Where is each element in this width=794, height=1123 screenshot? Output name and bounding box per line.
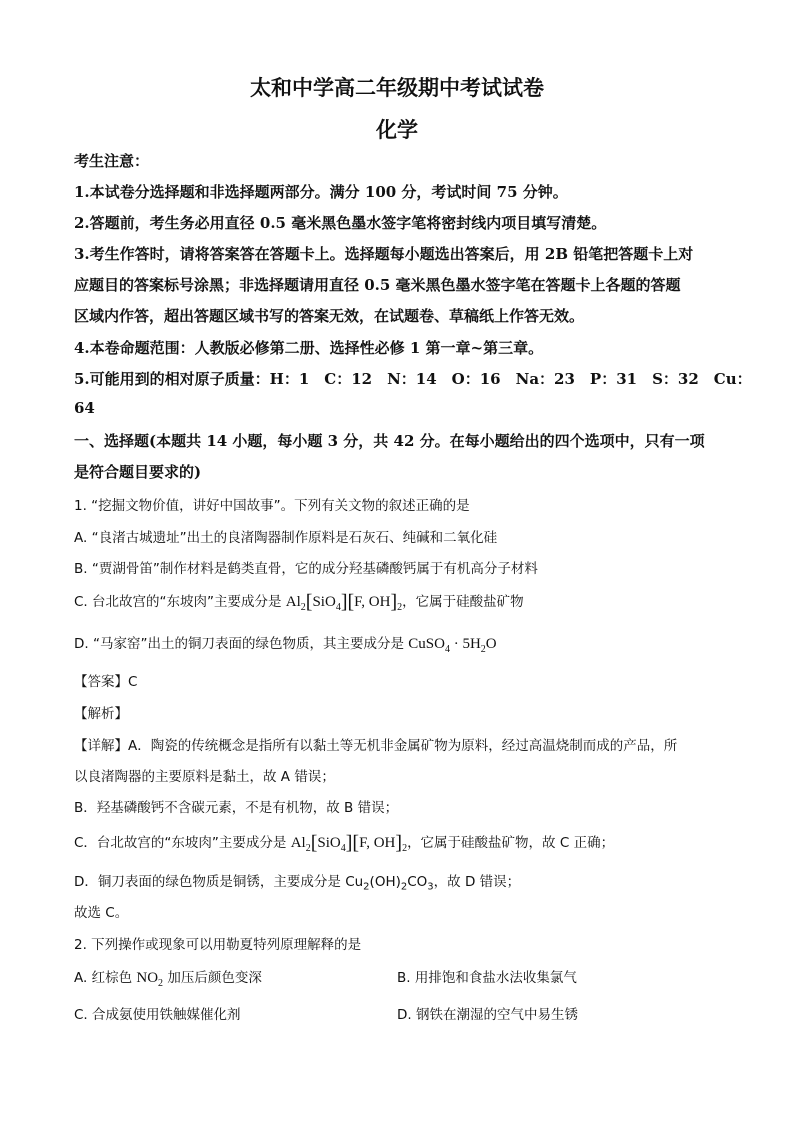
section-heading-line-2: 是符合题目要求的): [74, 463, 202, 481]
q1-option-a: A. “良渚古城遗址”出土的良渚陶器制作原料是石灰石、纯碱和二氧化硅: [74, 530, 498, 546]
exam-subject: 化学: [376, 117, 418, 142]
q2-option-d: D. 钢铁在潮湿的空气中易生锈: [397, 1007, 578, 1023]
explanation-line-3: B．羟基磷酸钙不含碳元素，不是有机物，故 B 错误；: [74, 800, 399, 816]
notice-item-5-line-1: 5.可能用到的相对原子质量：H：1 C：12 N：14 O：16 Na：23 P：31 S：32 Cu：: [74, 370, 752, 388]
q2-option-b: B. 用排饱和食盐水法收集氯气: [397, 970, 577, 986]
exam-title: 太和中学高二年级期中考试试卷: [250, 75, 544, 100]
section-heading-line-1: 一、选择题(本题共 14 小题，每小题 3 分，共 42 分。在每小题给出的四个选项中，只有一项: [74, 432, 705, 450]
notice-item-2: 2.答题前，考生务必用直径 0.5 毫米黑色墨水签字笔将密封线内项目填写清楚。: [74, 214, 607, 232]
q2-stem: 2. 下列操作或现象可以用勒夏特列原理解释的是: [74, 937, 362, 953]
notice-item-4: 4.本卷命题范围：人教版必修第二册、选择性必修 1 第一章~第三章。: [74, 339, 544, 357]
notice-item-3-line-3: 区域内作答，超出答题区域书写的答案无效，在试题卷、草稿纸上作答无效。: [74, 307, 585, 325]
explanation-line-4: C．台北故宫的“东坡肉”主要成分是 $Al_2[SiO_4][F$, $OH]_2$，它属于硅酸盐矿物，故 C 正确；: [74, 832, 615, 854]
q1-option-d: D. “马家窑”出土的铜刀表面的绿色物质，其主要成分是 CuSO$_4$ · $5H_2O$: [74, 636, 497, 655]
q2-option-c: C. 合成氨使用铁触媒催化剂: [74, 1007, 241, 1023]
q2-option-a: A. 红棕色 $NO_2$ 加压后颜色变深: [74, 970, 262, 989]
notice-item-5-line-2: 64: [74, 399, 95, 417]
answer-label: 【答案】C: [74, 674, 138, 690]
conclusion: 故选 C。: [74, 905, 129, 921]
notice-item-3-line-2: 应题目的答案标号涂黑；非选择题请用直径 0.5 毫米黑色墨水签字笔在答题卡上各题的答题: [74, 276, 681, 294]
explanation-line-2: 以良渚陶器的主要原料是黏土，故 A 错误；: [74, 769, 335, 785]
notice-item-3-line-1: 3.考生作答时，请将答案答在答题卡上。选择题每小题选出答案后，用 2B 铅笔把答题卡上对: [74, 245, 694, 263]
analysis-label: 【解析】: [74, 706, 128, 722]
explanation-line-1: 【详解】A．陶瓷的传统概念是指所有以黏土等无机非金属矿物为原料，经过高温烧制而成的产品，所: [74, 738, 678, 754]
q1-option-c: C. 台北故宫的“东坡肉”主要成分是 $Al_2[SiO_4][F$, $OH]_2$，它属于硅酸盐矿物: [74, 591, 524, 613]
q1-stem: 1. “挖掘文物价值，讲好中国故事”。下列有关文物的叙述正确的是: [74, 498, 470, 514]
explanation-line-5: D．铜刀表面的绿色物质是铜锈，主要成分是 $Cu_2(OH)_2CO_3$，故 D 错误；: [74, 874, 521, 893]
notice-heading: 考生注意：: [74, 152, 150, 170]
notice-item-1: 1.本试卷分选择题和非选择题两部分。满分 100 分，考试时间 75 分钟。: [74, 183, 568, 201]
q1-option-b: B. “贾湖骨笛”制作材料是鹤类直骨，它的成分羟基磷酸钙属于有机高分子材料: [74, 561, 538, 577]
